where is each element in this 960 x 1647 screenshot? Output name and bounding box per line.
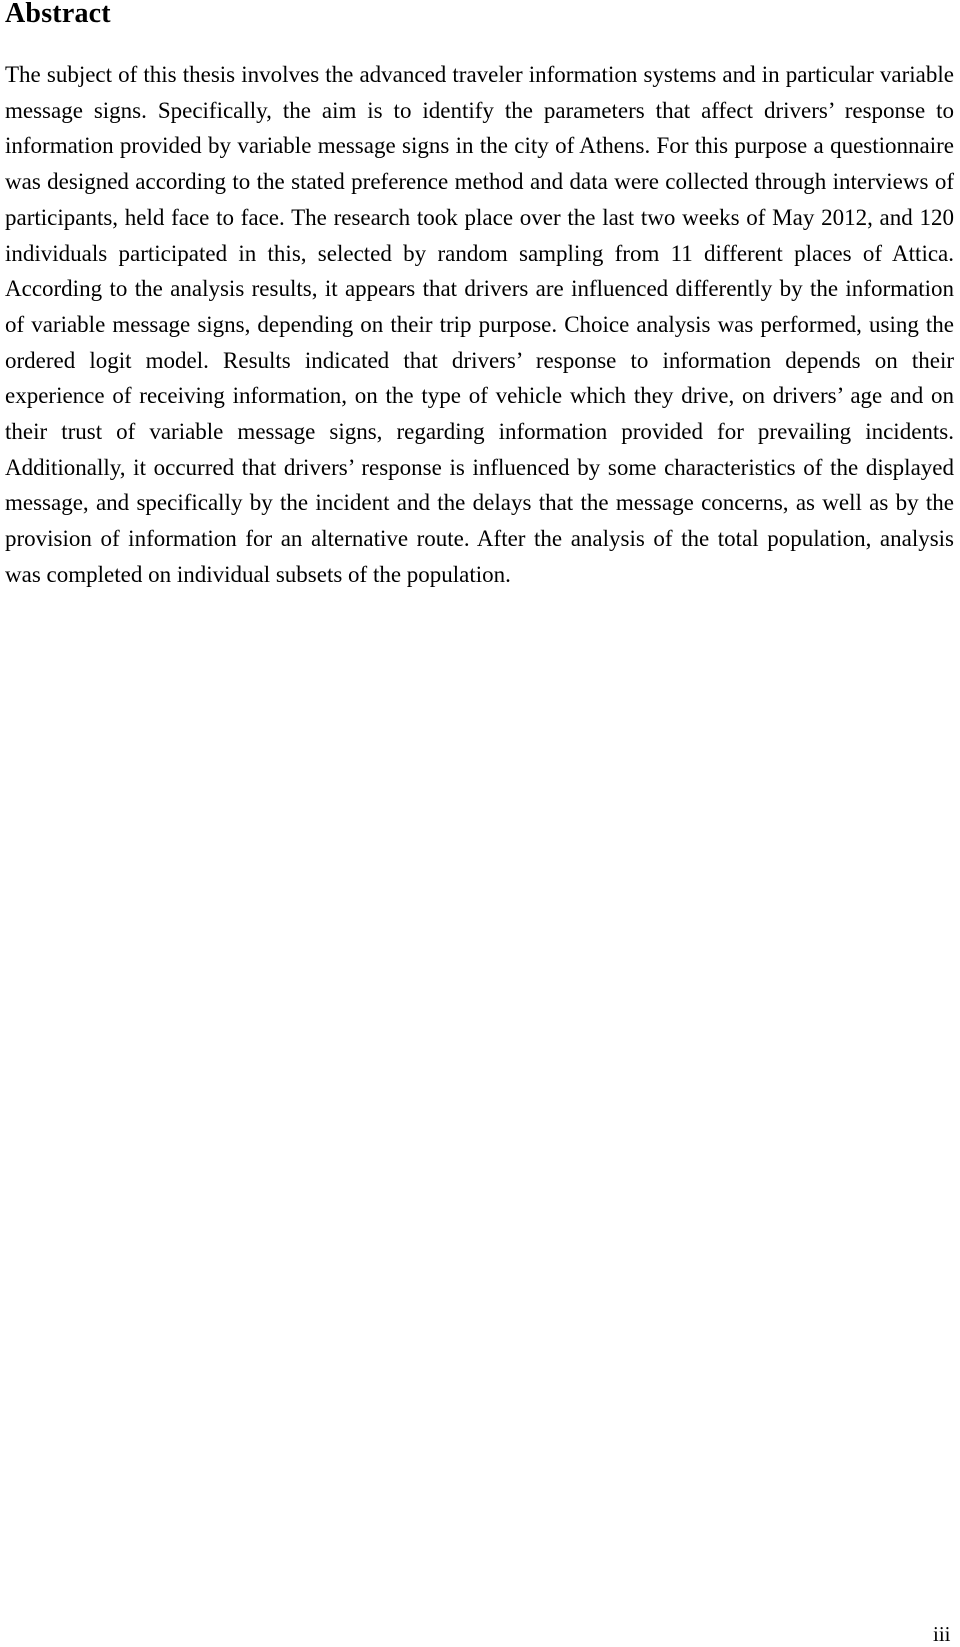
page-number: iii — [933, 1622, 951, 1646]
section-heading: Abstract — [5, 0, 111, 29]
abstract-paragraph: The subject of this thesis involves the advanced traveler information systems and in particular variable message signs. Specifically, the aim is to identify the parameters that affect drivers’ response to information provided by variable message signs in the city of Athens. For this purpose a questionnaire was designed according to the stated preference method and data were collected through interviews of participants, held face to face. The research took place over the last two weeks of May 2012, and 120 individuals participated in this, selected by random sampling from 11 different places of Attica. According to the analysis results, it appears that drivers are influenced differently by the information of variable message signs, depending on their trip purpose. Choice analysis was performed, using the ordered logit model. Results indicated that drivers’ response to information depends on their experience of receiving information, on the type of vehicle which they drive, on drivers’ age and on their trust of variable message signs, regarding information provided for prevailing incidents. Additionally, it occurred that drivers’ response is influenced by some characteristics of the displayed message, and specifically by the incident and the delays that the message concerns, as well as by the provision of information for an alternative route. After the analysis of the total population, analysis was completed on individual subsets of the population. — [5, 62, 954, 587]
